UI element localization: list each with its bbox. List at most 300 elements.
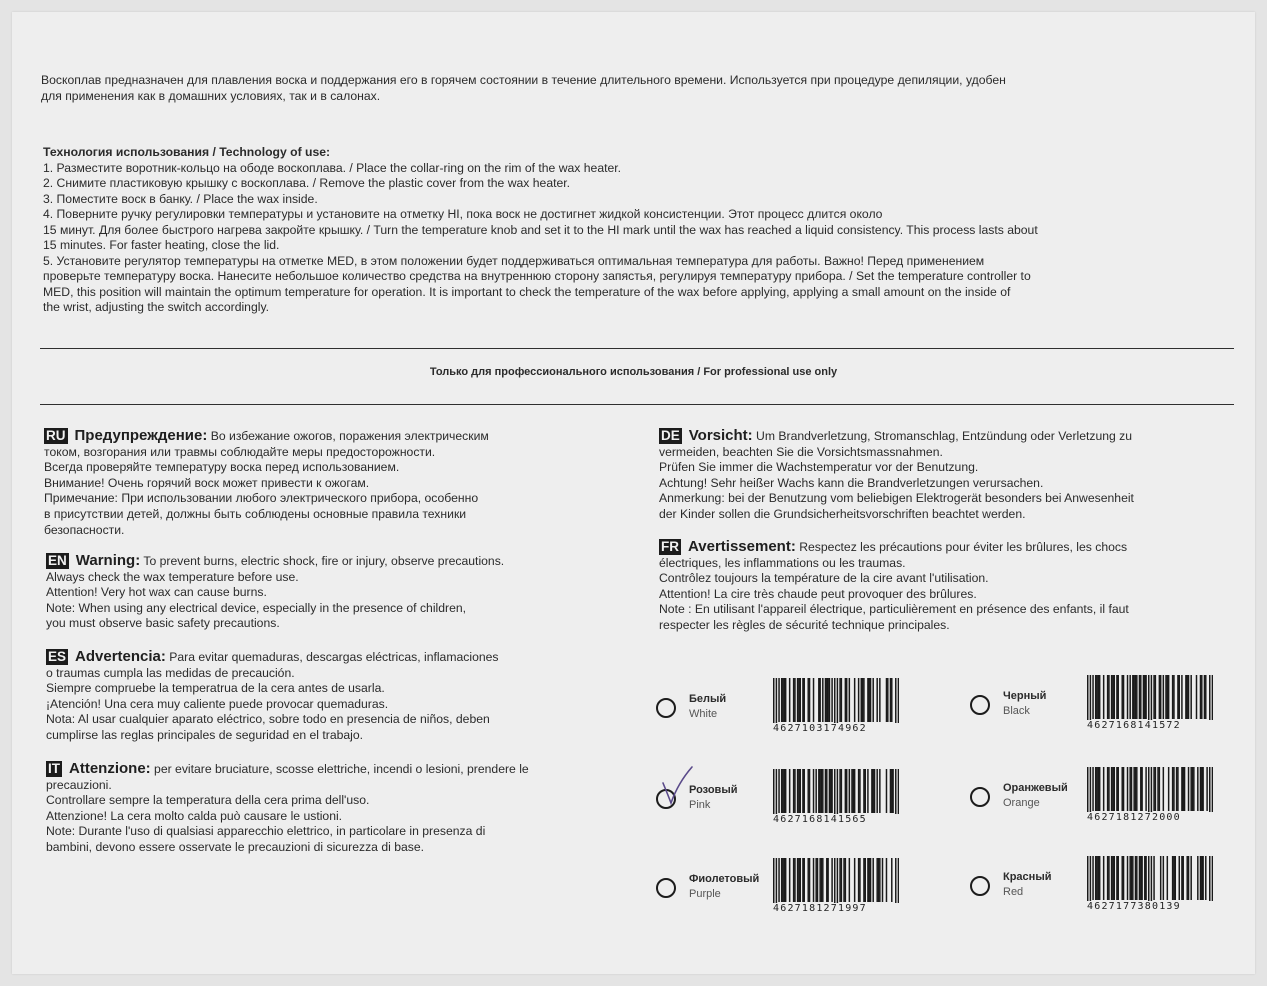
barcode-bar <box>1165 675 1166 719</box>
barcode-bar <box>1123 856 1124 900</box>
barcode-bar <box>781 678 782 722</box>
barcode-bar <box>845 678 846 722</box>
barcode-bar <box>802 858 803 902</box>
barcode-bar <box>858 678 859 722</box>
barcode-bar <box>1200 767 1201 811</box>
barcode-bar <box>1155 767 1156 811</box>
color-name-en: Red <box>1003 886 1024 898</box>
barcode-bar <box>813 769 814 813</box>
barcode-bar <box>773 769 774 819</box>
barcode-bar <box>1201 856 1202 900</box>
barcode-bar <box>1098 767 1099 811</box>
barcode-bar <box>1118 767 1119 811</box>
barcode-bar <box>789 858 790 902</box>
barcode-bar <box>798 858 799 902</box>
barcode-bar <box>1127 767 1128 811</box>
barcode-bar <box>1123 675 1124 719</box>
barcode-bar <box>854 678 855 722</box>
barcode-bars-icon <box>1087 675 1213 725</box>
barcode-bar <box>798 678 799 722</box>
barcode-bar <box>1172 856 1173 900</box>
barcode-bar <box>800 858 801 902</box>
technology-line: 1. Разместите воротник-кольцо на ободе воскоплава. / Place the collar-ring on the rim of the wax heater. <box>43 160 622 175</box>
barcode-bar <box>778 678 779 722</box>
barcode-bar <box>1135 675 1136 719</box>
barcode-bar <box>1141 767 1142 811</box>
barcode-bar <box>882 858 883 902</box>
technology-heading: Технология использования / Technology of use: <box>43 145 331 159</box>
barcode-bar <box>1111 856 1112 900</box>
barcode-bar <box>1202 856 1203 900</box>
barcode-bar <box>834 769 835 819</box>
barcode-bar <box>1087 856 1088 906</box>
barcode-bar <box>837 858 838 908</box>
barcode-bar <box>825 769 826 813</box>
warning-title: Advertencia: <box>75 648 166 665</box>
barcode-bar <box>1103 675 1104 719</box>
barcode-bar <box>1103 856 1104 900</box>
barcode-bar <box>1151 675 1152 725</box>
barcode-bar <box>1179 675 1180 719</box>
barcode-bar <box>793 678 794 722</box>
barcode-bar <box>1136 767 1137 811</box>
barcode-bar <box>1090 856 1091 906</box>
barcode-bar <box>1144 675 1145 719</box>
barcode-bar <box>1175 856 1176 900</box>
barcode-bar <box>1153 767 1154 811</box>
barcode-bar <box>821 858 822 902</box>
barcode-bar <box>1114 675 1115 719</box>
barcode-bar <box>776 769 777 819</box>
barcode-bar <box>1212 767 1213 817</box>
barcode-bar <box>1155 675 1156 719</box>
barcode-bar <box>773 678 774 728</box>
barcode-bar <box>1197 767 1198 811</box>
barcode-number: 4627181272000 <box>1087 812 1213 823</box>
barcode-bar <box>1182 856 1183 900</box>
barcode-bar <box>1139 856 1140 900</box>
barcode-bar <box>887 678 888 722</box>
barcode-bar <box>1163 856 1164 900</box>
barcode-bar <box>859 769 860 813</box>
barcode-bar <box>849 769 850 813</box>
barcode-bar <box>1121 856 1122 900</box>
barcode-bar <box>785 858 786 902</box>
checkbox-circle-icon[interactable] <box>656 698 676 718</box>
color-name-ru: Розовый <box>689 784 738 796</box>
barcode-bar <box>1188 856 1189 900</box>
warning-line: Attention! Very hot wax can cause burns. <box>46 585 267 600</box>
barcode-bar <box>1163 767 1164 811</box>
barcode-bar <box>1168 675 1169 719</box>
warning-text: per evitare bruciature, scosse elettriche, incendi o lesioni, prendere le <box>150 762 529 776</box>
barcode-bar <box>1139 675 1140 719</box>
technology-line: проверьте температуру воска. Нанесите небольшое количество средства на внутреннюю сторону запястья, регулируя температуру прибора. / Set the temperature controller to <box>43 269 1031 283</box>
barcode-bar <box>858 858 859 902</box>
technology-line: MED, this position will maintain the optimum temperature for operation. It is important to check the temperature of the wax before applying, applying a small amount on the inside of <box>43 284 1011 299</box>
warning-title: Warning: <box>75 552 141 569</box>
barcode-bar <box>876 678 877 722</box>
barcode-bar <box>794 769 795 813</box>
barcode-bar <box>1099 675 1100 719</box>
barcode-bar <box>1159 675 1160 719</box>
barcode-bar <box>879 858 880 902</box>
barcode-bar <box>1145 856 1146 900</box>
barcode-bar <box>845 769 846 813</box>
checkbox-circle-icon[interactable] <box>970 787 990 807</box>
language-badge-de: DE <box>661 428 680 443</box>
barcode-bar <box>891 769 892 813</box>
barcode-number: 4627103174962 <box>773 723 899 734</box>
barcode-bar <box>1121 767 1122 811</box>
barcode-bar <box>815 858 816 902</box>
warning-line: безопасности. <box>44 522 125 537</box>
barcode-bar <box>863 858 864 902</box>
barcode-bar <box>1184 767 1185 811</box>
barcode-bar <box>1201 675 1202 719</box>
intro-line: для применения как в домашних условиях, так и в салонах. <box>41 88 381 103</box>
technology-line: 4. Поверните ручку регулировки температуры и установите на отметку HI, пока воск не достигнет жидкой консистенции. Этот процесс длится около <box>43 207 883 221</box>
barcode-bar <box>1096 856 1097 900</box>
language-badge-it: IT <box>48 761 60 776</box>
barcode-bars-icon <box>773 678 899 728</box>
barcode-bar <box>1111 767 1112 811</box>
barcode-bar <box>1144 856 1145 900</box>
barcode-bar <box>818 769 819 813</box>
warning-line: Prüfen Sie immer die Wachstemperatur vor der Benutzung. <box>659 460 979 475</box>
warning-line: Controllare sempre la temperatura della cera prima dell'uso. <box>46 793 370 808</box>
language-badge-ru: RU <box>46 428 66 443</box>
barcode-bar <box>868 678 869 722</box>
barcode-bar <box>1160 675 1161 719</box>
barcode-bar <box>1179 856 1180 900</box>
barcode-bar <box>891 678 892 722</box>
barcode-bar <box>1153 675 1154 719</box>
barcode-bar <box>831 678 832 722</box>
barcode-bar <box>1148 767 1149 817</box>
warning-line: bambini, devono essere osservate le precauzioni di sicurezza di base. <box>46 839 425 854</box>
barcode-bar <box>1095 675 1096 719</box>
color-name-en: Purple <box>689 888 721 900</box>
barcode-bar <box>886 769 887 813</box>
barcode-bar <box>804 769 805 813</box>
barcode-bar <box>1132 856 1133 900</box>
barcode-bar <box>819 678 820 722</box>
barcode-bar <box>1212 856 1213 906</box>
barcode-bar <box>1136 675 1137 719</box>
barcode-bar <box>782 858 783 902</box>
barcode-bar <box>1108 856 1109 900</box>
barcode-bar <box>1185 675 1186 719</box>
color-name-ru: Черный <box>1003 690 1047 702</box>
barcode-bar <box>879 678 880 722</box>
barcode-bar <box>865 858 866 902</box>
barcode-bar <box>784 858 785 902</box>
barcode-bar <box>797 678 798 722</box>
barcode-bar <box>784 769 785 813</box>
barcode-bar <box>813 678 814 722</box>
barcode-bar <box>1172 675 1173 719</box>
barcode-bar <box>1114 767 1115 811</box>
warning-de <box>659 428 1239 523</box>
barcode-bar <box>1206 767 1207 811</box>
barcode-bar <box>1116 675 1117 719</box>
barcode-bar <box>1177 675 1178 719</box>
barcode-bars-icon <box>1087 856 1213 906</box>
warning-text: Respectez les précautions pour éviter les brûlures, les chocs <box>795 540 1128 554</box>
barcode-bar <box>1202 767 1203 811</box>
barcode-bar <box>1087 675 1088 725</box>
barcode-bar <box>839 678 840 722</box>
barcode-bar <box>1157 767 1158 811</box>
barcode-bar <box>809 678 810 722</box>
barcode-bar <box>872 769 873 813</box>
warning-line: током, возгорания или травмы соблюдайте меры предосторожности. <box>44 444 436 459</box>
warning-text: Para evitar quemaduras, descargas eléctricas, inflamaciones <box>165 650 499 664</box>
checkbox-circle-icon[interactable] <box>970 695 990 715</box>
barcode-bar <box>818 678 819 722</box>
barcode-bar <box>1112 675 1113 719</box>
barcode-bar <box>776 678 777 728</box>
barcode <box>1087 856 1213 916</box>
barcode-bar <box>778 858 779 902</box>
barcode-bar <box>1200 675 1201 719</box>
warning-line: vermeiden, beachten Sie die Vorsichtsmassnahmen. <box>659 444 943 459</box>
barcode-bar <box>821 769 822 813</box>
barcode-bar <box>1173 767 1174 811</box>
barcode <box>1087 767 1213 827</box>
barcode-bar <box>867 678 868 722</box>
barcode-bar <box>837 678 838 728</box>
color-name-ru: Оранжевый <box>1003 782 1068 794</box>
barcode-bar <box>1131 767 1132 811</box>
barcode-bar <box>793 858 794 902</box>
barcode-bar <box>809 858 810 902</box>
warning-text: Во избежание ожогов, поражения электрическим <box>207 429 489 443</box>
barcode-bar <box>1188 767 1189 811</box>
color-name-ru: Красный <box>1003 871 1052 883</box>
barcode-bar <box>886 858 887 902</box>
barcode-bar <box>804 678 805 722</box>
barcode-bar <box>819 769 820 813</box>
barcode-bar <box>800 769 801 813</box>
technology-line: 3. Поместите воск в банку. / Place the wax inside. <box>43 191 318 206</box>
barcode-bar <box>822 769 823 813</box>
barcode-bar <box>1205 675 1206 719</box>
barcode-bar <box>1151 856 1152 906</box>
barcode-bar <box>1168 767 1169 811</box>
color-name-en: Pink <box>689 799 711 811</box>
color-name-ru: Белый <box>689 693 727 705</box>
warning-en <box>46 553 606 632</box>
barcode-bar <box>1153 856 1154 900</box>
warning-text: To prevent burns, electric shock, fire or injury, observe precautions. <box>140 554 505 568</box>
barcode-bar <box>778 769 779 813</box>
checkbox-circle-icon[interactable] <box>656 878 676 898</box>
barcode-bar <box>1090 675 1091 725</box>
barcode-bar <box>892 769 893 813</box>
warning-fr <box>659 539 1239 634</box>
barcode-bar <box>870 678 871 722</box>
warning-es <box>46 649 606 744</box>
barcode-bar <box>1103 767 1104 811</box>
barcode-bar <box>807 769 808 813</box>
technology-line: 5. Установите регулятор температуры на отметке MED, в этом положении будет поддерживаться оптимальная температура для работы. Важно! Перед применением <box>43 253 985 268</box>
barcode-bar <box>815 769 816 813</box>
barcode-bar <box>839 858 840 902</box>
barcode-bar <box>773 858 774 908</box>
barcode-bar <box>1151 767 1152 817</box>
intro-line: Воскоплав предназначен для плавления воска и поддержания его в горячем состоянии в течение длительного времени. Используется при процедуре депиляции, удобен <box>41 73 1006 87</box>
technology-line: the wrist, adjusting the switch accordingly. <box>43 300 270 314</box>
barcode-bar <box>809 769 810 813</box>
color-name-en: White <box>689 708 718 720</box>
barcode-bar <box>1167 856 1168 900</box>
barcode-number: 4627168141565 <box>773 814 899 825</box>
barcode-bar <box>1190 856 1191 900</box>
barcode-bar <box>1140 856 1141 900</box>
barcode-bar <box>825 678 826 722</box>
barcode-bar <box>1190 675 1191 719</box>
barcode-bar <box>1177 767 1178 811</box>
barcode-bar <box>1129 856 1130 900</box>
barcode-bar <box>794 678 795 722</box>
barcode-bar <box>807 678 808 722</box>
barcode-bar <box>846 769 847 813</box>
barcode-bar <box>1159 767 1160 811</box>
barcode-bar <box>1129 767 1130 811</box>
barcode-bar <box>1188 675 1189 719</box>
barcode-bar <box>793 769 794 813</box>
barcode-bar <box>1200 856 1201 900</box>
barcode-bar <box>1167 675 1168 719</box>
warning-line: precauzioni. <box>46 777 112 792</box>
barcode-bar <box>813 858 814 902</box>
barcode-bar <box>830 769 831 813</box>
barcode-bar <box>1133 767 1134 811</box>
barcode-bar <box>1099 856 1100 900</box>
warning-line: Attention! La cire très chaude peut provoquer des brûlures. <box>659 586 977 601</box>
barcode-bar <box>782 678 783 722</box>
barcode-bar <box>1173 675 1174 719</box>
barcode-bar <box>776 858 777 908</box>
barcode-bar <box>898 678 899 728</box>
barcode-bar <box>831 858 832 902</box>
barcode-bar <box>1111 675 1112 719</box>
warning-it <box>46 761 626 856</box>
checkbox-circle-icon[interactable] <box>970 876 990 896</box>
barcode-bar <box>1107 856 1108 900</box>
color-name-en: Orange <box>1003 797 1040 809</box>
warning-title: Vorsicht: <box>688 427 753 444</box>
barcode-bar <box>871 769 872 813</box>
barcode-bar <box>827 858 828 902</box>
barcode-bar <box>1205 856 1206 900</box>
barcode-bar <box>874 769 875 813</box>
warning-line: Note : En utilisant l'appareil électrique, particulièrement en présence des enfants, il faut <box>659 602 1129 617</box>
divider-top <box>40 348 1234 349</box>
barcode-bar <box>831 769 832 813</box>
barcode-bar <box>858 769 859 813</box>
barcode-bar <box>802 769 803 813</box>
barcode-bar <box>822 858 823 902</box>
barcode-bar <box>863 678 864 722</box>
warning-line: Примечание: При использовании любого электрического прибора, особенно <box>44 491 479 506</box>
barcode-bar <box>1209 675 1210 725</box>
barcode-bar <box>853 769 854 813</box>
barcode-bar <box>1087 767 1088 817</box>
barcode-bar <box>841 678 842 722</box>
barcode-bar <box>890 678 891 722</box>
barcode-bar <box>789 769 790 813</box>
barcode-bar <box>851 769 852 813</box>
barcode-bar <box>837 769 838 819</box>
warning-line: Attenzione! La cera molto calda può causare le ustioni. <box>46 808 343 823</box>
technology-line: 15 минут. Для более быстрого нагрева закройте крышку. / Turn the temperature knob and set it to the HI mark until the wax has reached a liquid consistency. This process lasts about <box>43 222 1038 237</box>
barcode-bar <box>1118 675 1119 719</box>
barcode-bar <box>829 678 830 722</box>
barcode-bar <box>1132 675 1133 719</box>
barcode-bar <box>827 678 828 722</box>
barcode-bar <box>1114 856 1115 900</box>
barcode-bar <box>1107 675 1108 719</box>
barcode-bar <box>1095 856 1096 900</box>
warning-line: ¡Atención! Una cera muy caliente puede provocar quemaduras. <box>46 696 389 711</box>
barcode-bar <box>898 769 899 819</box>
warning-line: Contrôlez toujours la température de la cire avant l'utilisation. <box>659 571 989 586</box>
language-badge-en: EN <box>48 553 67 568</box>
barcode-bar <box>1118 856 1119 900</box>
barcode-bar <box>1098 675 1099 719</box>
barcode-bar <box>868 858 869 902</box>
warning-line: Siempre compruebe la temperatrua de la cera antes de usarla. <box>46 681 385 696</box>
barcode-bar <box>1108 767 1109 811</box>
barcode-bar <box>1129 675 1130 719</box>
barcode-bar <box>1092 856 1093 900</box>
barcode <box>1087 675 1213 735</box>
barcode-bar <box>1181 767 1182 811</box>
barcode-bar <box>834 858 835 908</box>
barcode-bar <box>782 769 783 813</box>
barcode-bar <box>1163 675 1164 719</box>
barcode-bar <box>872 678 873 722</box>
barcode-bar <box>829 769 830 813</box>
barcode-bar <box>1108 675 1109 719</box>
barcode-bar <box>1204 675 1205 719</box>
barcode-bar <box>895 769 896 819</box>
barcode-bar <box>781 858 782 902</box>
barcode-bar <box>1092 767 1093 811</box>
barcode-bar <box>1145 767 1146 811</box>
barcode-bar <box>1096 675 1097 719</box>
language-badge-fr: FR <box>661 539 679 554</box>
barcode-bar <box>1096 767 1097 811</box>
warning-ru <box>44 428 604 538</box>
barcode-bar <box>1173 856 1174 900</box>
barcode-bar <box>781 769 782 813</box>
barcode-bar <box>1127 675 1128 719</box>
barcode-bars-icon <box>773 769 899 819</box>
language-badge-es: ES <box>48 649 67 664</box>
barcode-bar <box>1090 767 1091 817</box>
barcode-bar <box>789 678 790 722</box>
barcode-bar <box>859 858 860 902</box>
barcode-bar <box>846 678 847 722</box>
warning-line: respecter les règles de sécurité technique principales. <box>659 617 950 632</box>
warning-line: в присутствии детей, должны быть соблюдены основные правила техники <box>44 506 467 521</box>
barcode-bar <box>1098 856 1099 900</box>
barcode-bar <box>785 769 786 813</box>
